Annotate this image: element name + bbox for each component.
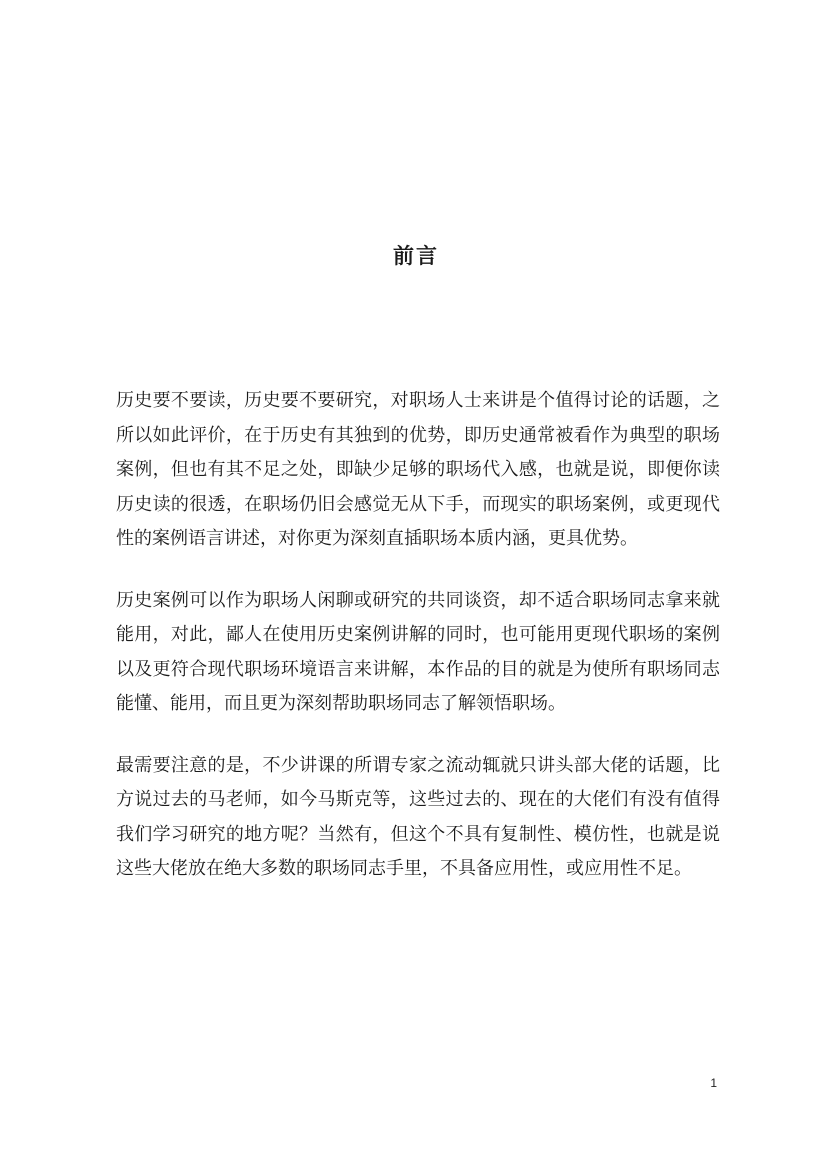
body-text (116, 384, 720, 914)
paragraph-1: 历史要不要读，历史要不要研究，对职场人士来讲是个值得讨论的话题，之所以如此评价，在于历史有其独到的优势，即历史通常被看作为典型的职场案例，但也有其不足之处，即缺少足够的职场代入感，也就是说，即便你读历史读的很透，在职场仍旧会感觉无从下手，而现实的职场案例，或更现代性的案例语言讲述，对你更为深刻直插职场本质内涵，更具优势。 (116, 390, 720, 549)
page-title: 前言 (393, 243, 439, 268)
page-number: 1 (710, 1076, 717, 1090)
paragraph-2: 历史案例可以作为职场人闲聊或研究的共同谈资，却不适合职场同志拿来就能用，对此，鄙人在使用历史案例讲解的同时，也可能用更现代职场的案例以及更符合现代职场环境语言来讲解，本作品的目的就是为使所有职场同志能懂、能用，而且更为深刻帮助职场同志了解领悟职场。 (116, 589, 720, 714)
paragraph-3: 最需要注意的是，不少讲课的所谓专家之流动辄就只讲头部大佬的话题，比方说过去的马老师，如今马斯克等，这些过去的、现在的大佬们有没有值得我们学习研究的地方呢？当然有，但这个不具有复制性、模仿性，也就是说这些大佬放在绝大多数的职场同志手里，不具备应用性，或应用性不足。 (116, 754, 720, 879)
